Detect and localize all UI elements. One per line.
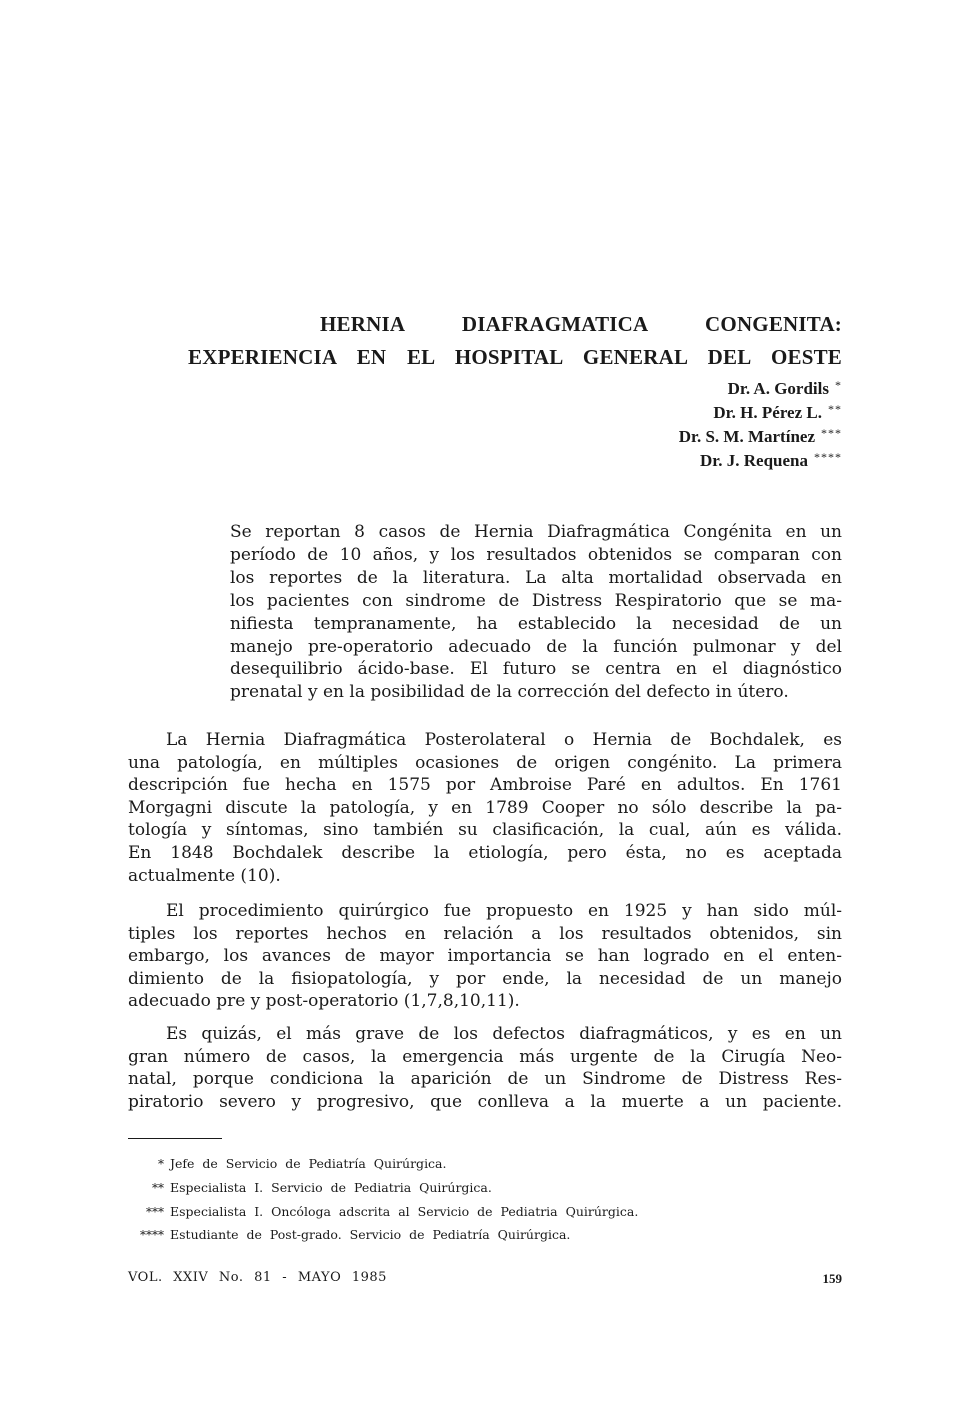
paragraph-line: actualmente (10). bbox=[128, 865, 281, 886]
paragraph-line: dimiento de la fisiopatología, y por ende, la necesidad de un manejo bbox=[128, 968, 842, 989]
paragraph-line: embargo, los avances de mayor importancia se han logrado en el enten- bbox=[128, 946, 842, 967]
author-footnote-mark: * bbox=[835, 378, 842, 392]
paragraph-line: La Hernia Diafragmática Posterolateral o Hernia de Bochdalek, es bbox=[166, 730, 842, 750]
author-name: Dr. S. M. Martínez bbox=[678, 427, 815, 446]
article-title-line-2 bbox=[188, 345, 842, 370]
abstract-line: desequilibrio ácido-base. El futuro se centra en el diagnóstico bbox=[230, 659, 842, 680]
paragraph-line: adecuado pre y post-operatorio (1,7,8,10,11). bbox=[128, 991, 520, 1012]
abstract-line: prenatal y en la posibilidad de la corrección del defecto in útero. bbox=[230, 682, 789, 703]
paragraph-line: natal, porque condiciona la aparición de un Sindrome de Distress Res- bbox=[128, 1069, 842, 1090]
footnote-text: Especialista I. Oncóloga adscrita al Servicio de Pediatria Quirúrgica. bbox=[170, 1204, 639, 1219]
author-3 bbox=[679, 427, 842, 447]
body-paragraph-1 bbox=[128, 729, 842, 887]
title-word: CONGENITA: bbox=[705, 312, 842, 336]
body-paragraph-2 bbox=[128, 900, 842, 1013]
title-word: DIAFRAGMATICA bbox=[461, 312, 649, 336]
author-footnote-mark: ** bbox=[828, 402, 842, 416]
paragraph-line: En 1848 Bochdalek describe la etiología, pero ésta, no es aceptada bbox=[128, 842, 842, 863]
journal-issue-info: VOL. XXIV No. 81 - MAYO 1985 bbox=[128, 1270, 387, 1285]
footnote-mark: **** bbox=[140, 1228, 164, 1242]
footnote-mark: *** bbox=[146, 1205, 164, 1219]
author-footnote-mark: **** bbox=[814, 450, 842, 464]
footnote-text: Jefe de Servicio de Pediatría Quirúrgica. bbox=[170, 1156, 447, 1171]
footnote-1 bbox=[128, 1156, 447, 1171]
author-name: Dr. J. Requena bbox=[700, 451, 808, 470]
paragraph-line: tiples los reportes hechos en relación a los resultados obtenidos, sin bbox=[128, 923, 842, 944]
paragraph-line: piratorio severo y progresivo, que conlleva a la muerte a un paciente. bbox=[128, 1091, 842, 1112]
body-paragraph-3 bbox=[128, 1023, 842, 1113]
paragraph-line: una patología, en múltiples ocasiones de origen congénito. La primera bbox=[128, 752, 842, 773]
paragraph-line: descripción fue hecha en 1575 por Ambroise Paré en adultos. En 1761 bbox=[128, 775, 842, 796]
paragraph-line: Morgagni discute la patología, y en 1789 Cooper no sólo describe la pa- bbox=[128, 797, 842, 818]
abstract-line: los reportes de la literatura. La alta mortalidad observada en bbox=[230, 567, 842, 588]
footnote-mark: * bbox=[158, 1157, 164, 1171]
footnote-text: Especialista I. Servicio de Pediatria Quirúrgica. bbox=[170, 1180, 492, 1195]
abstract-line: nifiesta tempranamente, ha establecido la necesidad de un bbox=[230, 613, 842, 634]
author-footnote-mark: *** bbox=[821, 426, 842, 440]
title-word: HERNIA bbox=[320, 312, 406, 336]
author-4 bbox=[700, 451, 842, 471]
abstract-line: período de 10 años, y los resultados obtenidos se comparan con bbox=[230, 544, 842, 565]
author-name: Dr. A. Gordils bbox=[727, 379, 829, 398]
abstract bbox=[230, 521, 842, 704]
footnote-3 bbox=[128, 1204, 638, 1219]
abstract-line: manejo pre-operatorio adecuado de la función pulmonar y del bbox=[230, 636, 842, 657]
author-1 bbox=[728, 379, 842, 399]
footnote-mark: ** bbox=[152, 1181, 164, 1195]
footnote-2 bbox=[128, 1180, 492, 1195]
author-name: Dr. H. Pérez L. bbox=[713, 403, 822, 422]
footnote-separator bbox=[128, 1138, 222, 1139]
footnote-text: Estudiante de Post-grado. Servicio de Pediatría Quirúrgica. bbox=[170, 1227, 571, 1242]
paragraph-line: tología y síntomas, sino también su clasificación, la cual, aún es válida. bbox=[128, 820, 842, 841]
author-2 bbox=[713, 403, 842, 423]
paragraph-line: Es quizás, el más grave de los defectos diafragmáticos, y es en un bbox=[166, 1024, 842, 1044]
article-title-line-1 bbox=[188, 312, 842, 337]
footnote-4 bbox=[128, 1227, 570, 1242]
paragraph-line: El procedimiento quirúrgico fue propuesto en 1925 y han sido múl- bbox=[166, 901, 842, 921]
paragraph-line: gran número de casos, la emergencia más urgente de la Cirugía Neo- bbox=[128, 1046, 842, 1067]
abstract-line: Se reportan 8 casos de Hernia Diafragmática Congénita en un bbox=[230, 522, 842, 542]
page-number: 159 bbox=[822, 1271, 842, 1286]
title-line-2-text: EXPERIENCIA EN EL HOSPITAL GENERAL DEL OESTE bbox=[188, 345, 842, 369]
abstract-line: los pacientes con sindrome de Distress Respiratorio que se ma- bbox=[230, 590, 842, 611]
